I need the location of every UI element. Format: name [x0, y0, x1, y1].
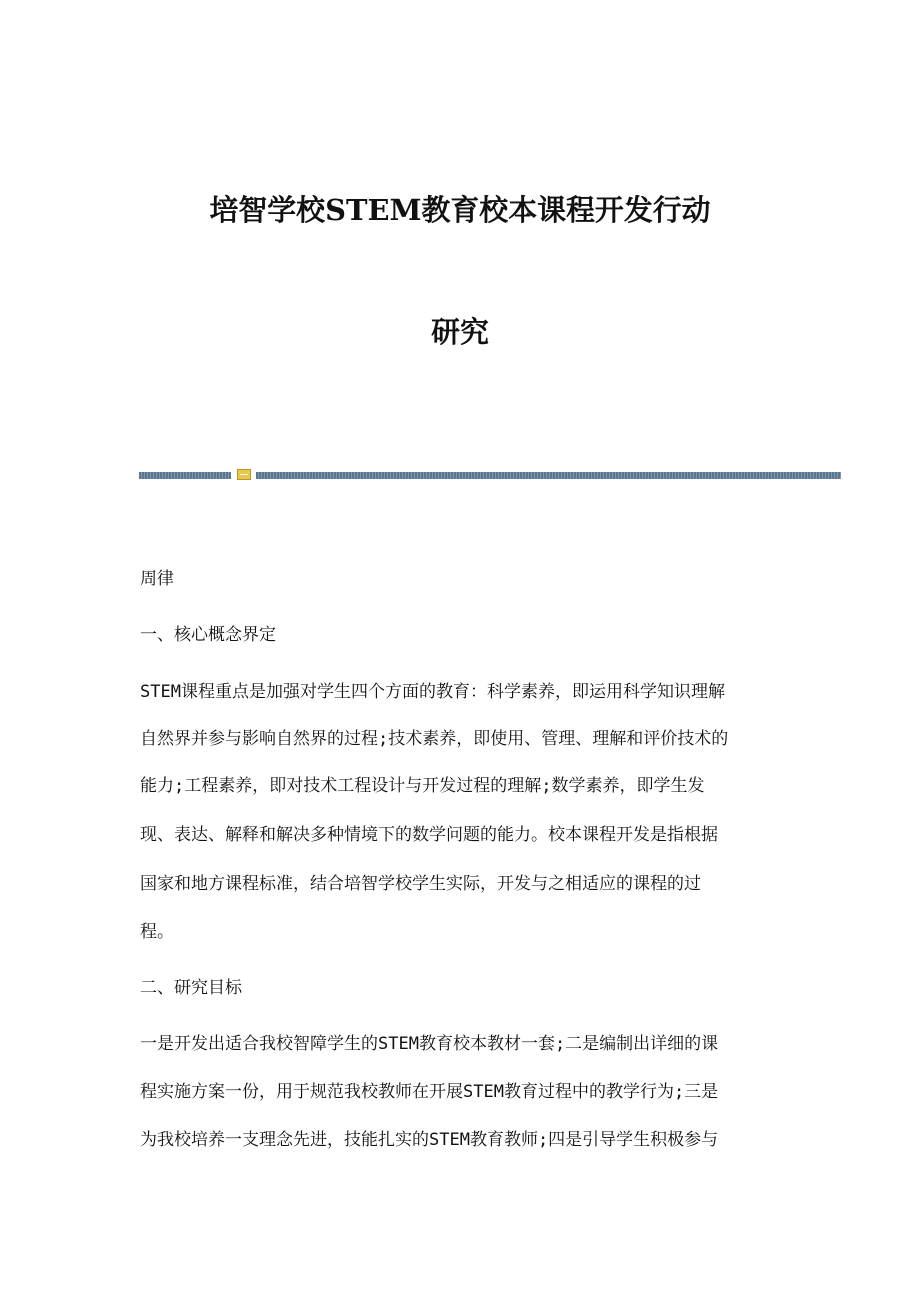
divider-bar-left — [139, 472, 231, 479]
section-1-line: 能力;工程素养，即对技术工程设计与开发过程的理解;数学素养，即学生发 — [140, 776, 705, 796]
section-2-line: 程实施方案一份，用于规范我校教师在开展STEM教育过程中的教学行为;三是 — [140, 1082, 719, 1102]
divider-emblem-icon — [237, 469, 251, 480]
section-1-line: 国家和地方课程标准，结合培智学校学生实际，开发与之相适应的课程的过 — [140, 874, 701, 894]
divider-bar-right — [256, 472, 841, 479]
author-name: 周律 — [140, 569, 174, 589]
section-2-line: 一是开发出适合我校智障学生的STEM教育校本教材一套;二是编制出详细的课 — [140, 1034, 719, 1054]
section-1-line: STEM课程重点是加强对学生四个方面的教育：科学素养，即运用科学知识理解 — [140, 682, 725, 702]
section-1-line: 自然界并参与影响自然界的过程;技术素养，即使用、管理、理解和评价技术的 — [140, 729, 729, 749]
section-2-heading: 二、研究目标 — [140, 978, 242, 998]
section-2-line: 为我校培养一支理念先进，技能扎实的STEM教育教师;四是引导学生积极参与 — [140, 1130, 719, 1150]
section-1-line: 程。 — [140, 922, 174, 942]
section-1-heading: 一、核心概念界定 — [140, 625, 276, 645]
title-divider — [139, 469, 841, 481]
document-title-line-1: 培智学校STEM教育校本课程开发行动 — [209, 193, 711, 227]
document-title-line-2: 研究 — [431, 315, 489, 349]
section-1-line: 现、表达、解释和解决多种情境下的数学问题的能力。校本课程开发是指根据 — [140, 825, 718, 845]
